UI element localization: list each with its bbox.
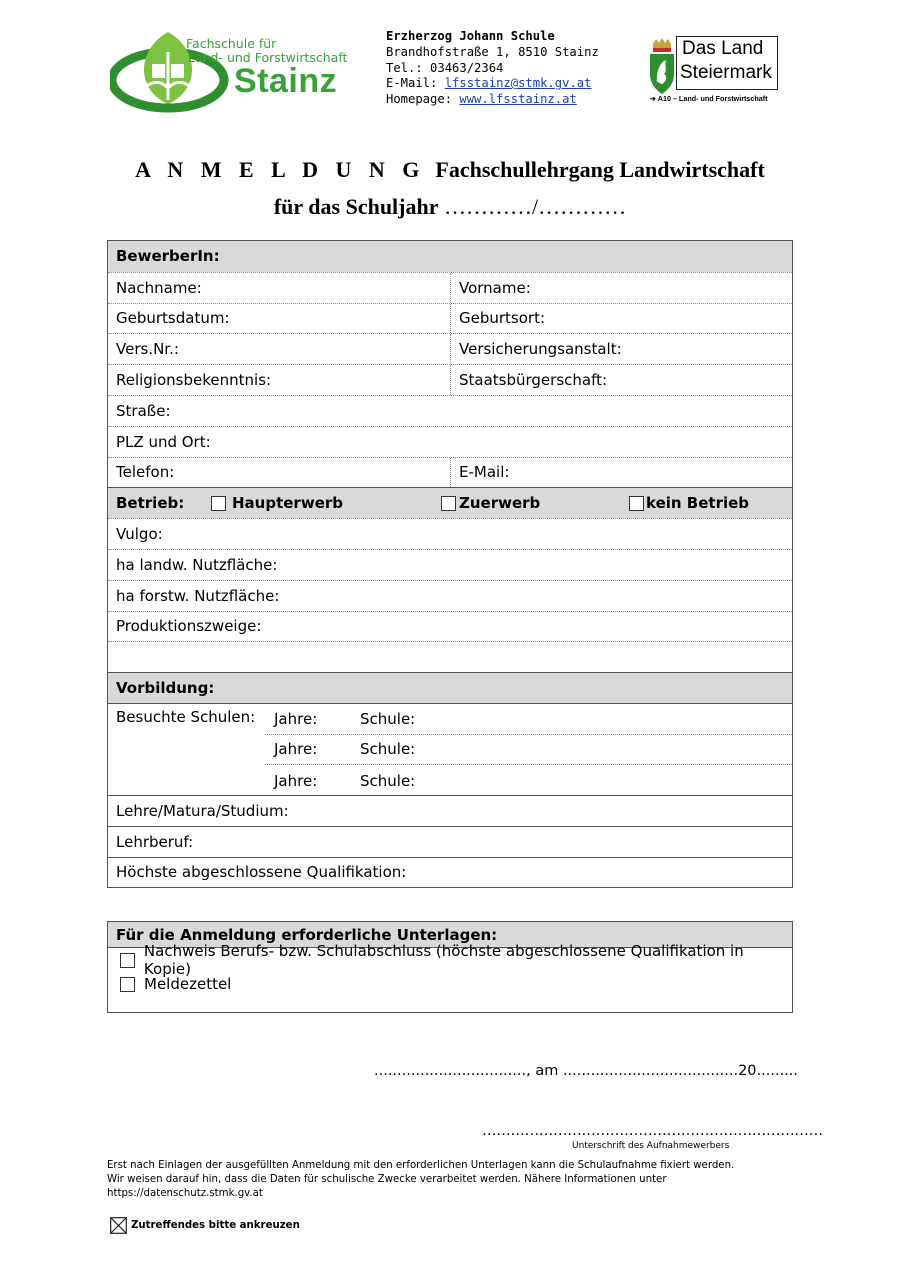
phone-field[interactable]: Telefon: [116,463,175,482]
production-extra-field[interactable] [108,642,792,672]
form-row [108,611,792,642]
birthdate-field[interactable]: Geburtsdatum: [116,309,230,328]
signature-label: Unterschrift des Aufnahmewerbers [572,1141,730,1151]
legend-label: Zutreffendes bitte ankreuzen [131,1220,300,1231]
applicant-section-header [108,241,792,272]
street-field[interactable]: Straße: [116,401,171,420]
form-row [108,795,792,826]
footer-line2: Wir weisen darauf hin, dass die Daten für schulische Zwecke verarbeitet werden. Nähere Informationen unter [107,1174,667,1185]
form-row-blank [108,641,792,672]
production-field[interactable]: Produktionszweige: [116,617,262,636]
school-contact [386,29,599,108]
homepage-label: Homepage: [386,92,460,107]
footer-line1: Erst nach Einlagen der ausgefüllten Anmeldung mit den erforderlichen Unterlagen kann die Schulaufnahme fixiert werden. [107,1160,735,1171]
applicant-heading: BewerberIn: [116,247,220,266]
education-heading: Vorbildung: [116,679,215,698]
form-row [108,580,792,611]
title-main: Fachschullehrgang Landwirtschaft [435,157,765,182]
trade-field[interactable]: Lehrberuf: [116,832,194,851]
agri-area-field[interactable]: ha landw. Nutzfläche: [116,555,278,574]
farm-option-none-label: kein Betrieb [646,494,750,513]
citizenship-field[interactable]: Staatsbürgerschaft: [450,365,792,395]
checkbox-icon[interactable] [629,496,644,511]
application-form [107,240,793,888]
document-item-label: Nachweis Berufs- bzw. Schulabschluss (höchste abgeschlossene Qualifikation in Kopie) [143,942,744,978]
school-entry[interactable] [265,765,792,796]
footer-note [107,1159,807,1201]
school-label: Schule: [360,740,416,759]
documents-heading: Für die Anmeldung erforderliche Unterlagen: [108,922,792,948]
education-section-header [108,672,792,703]
apprenticeship-field[interactable]: Lehre/Matura/Studium: [116,801,289,820]
form-row [108,518,792,549]
email-field[interactable]: E-Mail: [450,458,792,488]
form-row [108,333,792,364]
department-label: ➔ A10 – Land- und Forstwirtschaft [650,94,768,103]
form-row [108,457,792,488]
religion-field[interactable]: Religionsbekenntnis: [116,371,272,390]
school-entry[interactable] [265,704,792,735]
documents-box [107,921,793,1013]
school-address: Brandhofstraße 1, 8510 Stainz [386,44,599,59]
checkbox-icon[interactable] [120,953,135,968]
firstname-field[interactable]: Vorname: [450,273,792,303]
logo-right-line2: Steiermark [680,62,772,83]
form-row [108,426,792,457]
logo-brand: Stainz [234,62,338,100]
subtitle-bold: für das Schuljahr [273,194,439,219]
school-logo [110,28,370,114]
years-label: Jahre: [274,709,318,728]
farm-option-main-label: Haupterwerb [232,494,343,513]
farm-option-main[interactable] [211,488,343,518]
school-email-row [386,76,599,92]
form-row [108,272,792,303]
form-row [108,826,792,857]
logo-line1: Fachschule für [186,36,277,51]
years-label: Jahre: [274,740,318,759]
insurance-number-field[interactable]: Vers.Nr.: [116,340,179,359]
school-homepage-row [386,92,599,108]
checkbox-icon[interactable] [211,496,226,511]
title-spaced: A N M E L D U N G [135,157,426,182]
steiermark-logo [646,36,782,106]
place-date-field[interactable]: ................................., am ......................................20......... [374,1063,799,1079]
years-label: Jahre: [274,771,318,790]
schools-label: Besuchte Schulen: [116,707,256,726]
form-row [108,549,792,580]
signature-line[interactable]: ……………………………………………………………… [482,1123,823,1139]
form-row [108,857,792,888]
form-row [108,364,792,395]
farm-heading: Betrieb: [116,494,185,513]
farm-option-none[interactable] [629,488,749,518]
checkbox-icon[interactable] [441,496,456,511]
vulgo-field[interactable]: Vulgo: [116,525,163,544]
farm-section-header [108,487,792,518]
crossed-checkbox-icon [110,1217,127,1234]
zip-city-field[interactable]: PLZ und Ort: [116,432,211,451]
forest-area-field[interactable]: ha forstw. Nutzfläche: [116,586,280,605]
homepage-link[interactable]: www.lfsstainz.at [459,92,577,107]
school-label: Schule: [360,709,416,728]
subtitle-dots: …………/………… [438,194,627,219]
schools-rows [265,704,792,796]
document-item-label: Meldezettel [144,975,232,993]
page-subtitle [0,194,900,220]
email-link[interactable]: lfsstainz@stmk.gv.at [444,76,592,91]
school-name: Erzherzog Johann Schule [386,29,555,43]
coat-of-arms-icon [648,38,676,96]
email-label: E-Mail: [386,76,445,91]
school-label: Schule: [360,771,416,790]
farm-option-side[interactable] [441,488,540,518]
document-item[interactable] [108,942,792,978]
form-row [108,395,792,426]
qualification-field[interactable]: Höchste abgeschlossene Qualifikation: [116,863,407,882]
form-row [108,303,792,334]
logo-line2: Land- und Forstwirtschaft [188,50,348,65]
school-entry[interactable] [265,735,792,766]
checkbox-icon[interactable] [120,977,135,992]
footer-line3: https://datenschutz.stmk.gv.at [107,1188,263,1199]
legend [110,1217,300,1234]
school-phone: Tel.: 03463/2364 [386,60,504,75]
farm-option-side-label: Zuerwerb [459,494,541,513]
insurer-field[interactable]: Versicherungsanstalt: [450,334,792,364]
birthplace-field[interactable]: Geburtsort: [450,304,792,334]
lastname-field[interactable]: Nachname: [116,278,202,297]
page-title [0,157,900,183]
logo-right-line1: Das Land [682,38,764,59]
schools-block [108,703,792,795]
